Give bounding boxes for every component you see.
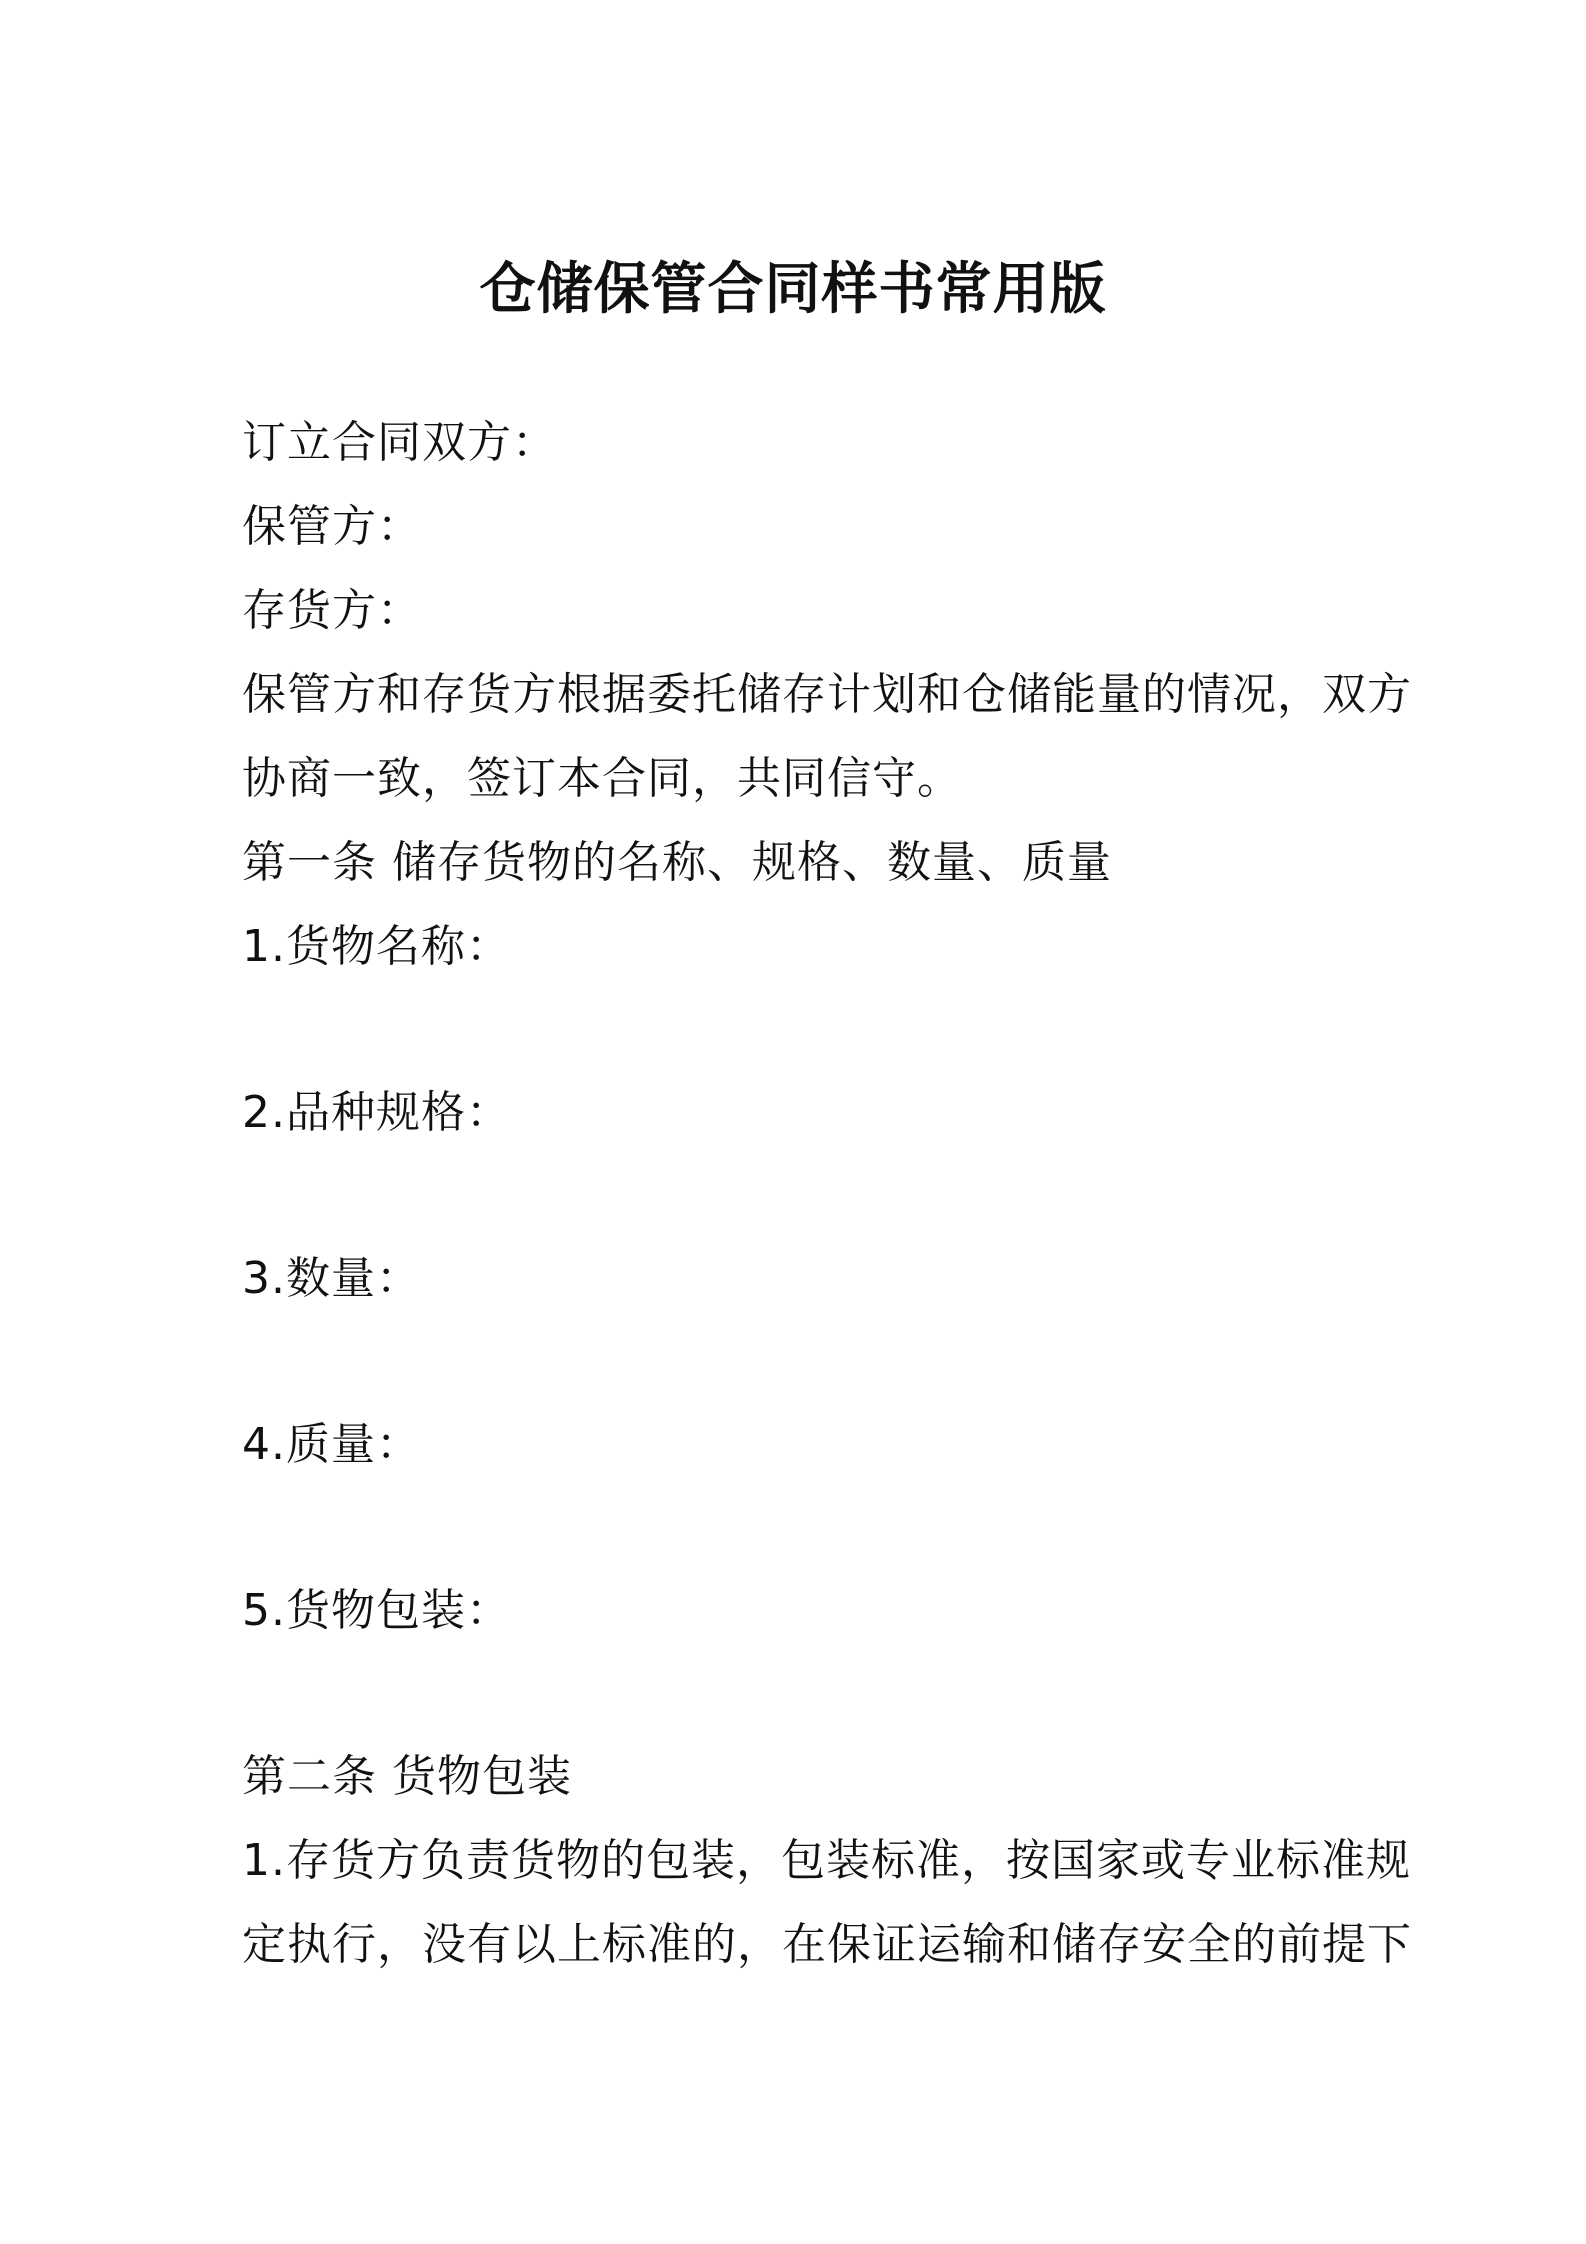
- item-specification: 2.品种规格：: [242, 1087, 511, 1138]
- item-goods-name: 1.货物名称：: [242, 921, 511, 972]
- preamble-line-1: 保管方和存货方根据委托储存计划和仓储能量的情况，双方: [242, 669, 1412, 720]
- item-quantity: 3.数量：: [242, 1253, 421, 1304]
- article-2-heading: 第二条 货物包装: [242, 1751, 572, 1802]
- article-2-clause-1-line-1: 1.存货方负责货物的包装，包装标准，按国家或专业标准规: [242, 1835, 1411, 1886]
- article-1-heading: 第一条 储存货物的名称、规格、数量、质量: [242, 837, 1112, 888]
- item-quality: 4.质量：: [242, 1419, 421, 1470]
- item-packaging: 5.货物包装：: [242, 1585, 511, 1636]
- custodian-label: 保管方：: [242, 501, 422, 552]
- document-title: 仓储保管合同样书常用版: [479, 257, 1107, 322]
- preamble-line-2: 协商一致，签订本合同，共同信守。: [242, 753, 962, 804]
- parties-heading: 订立合同双方：: [242, 417, 557, 468]
- article-2-clause-1-line-2: 定执行，没有以上标准的，在保证运输和储存安全的前提下: [242, 1919, 1412, 1970]
- depositor-label: 存货方：: [242, 585, 422, 636]
